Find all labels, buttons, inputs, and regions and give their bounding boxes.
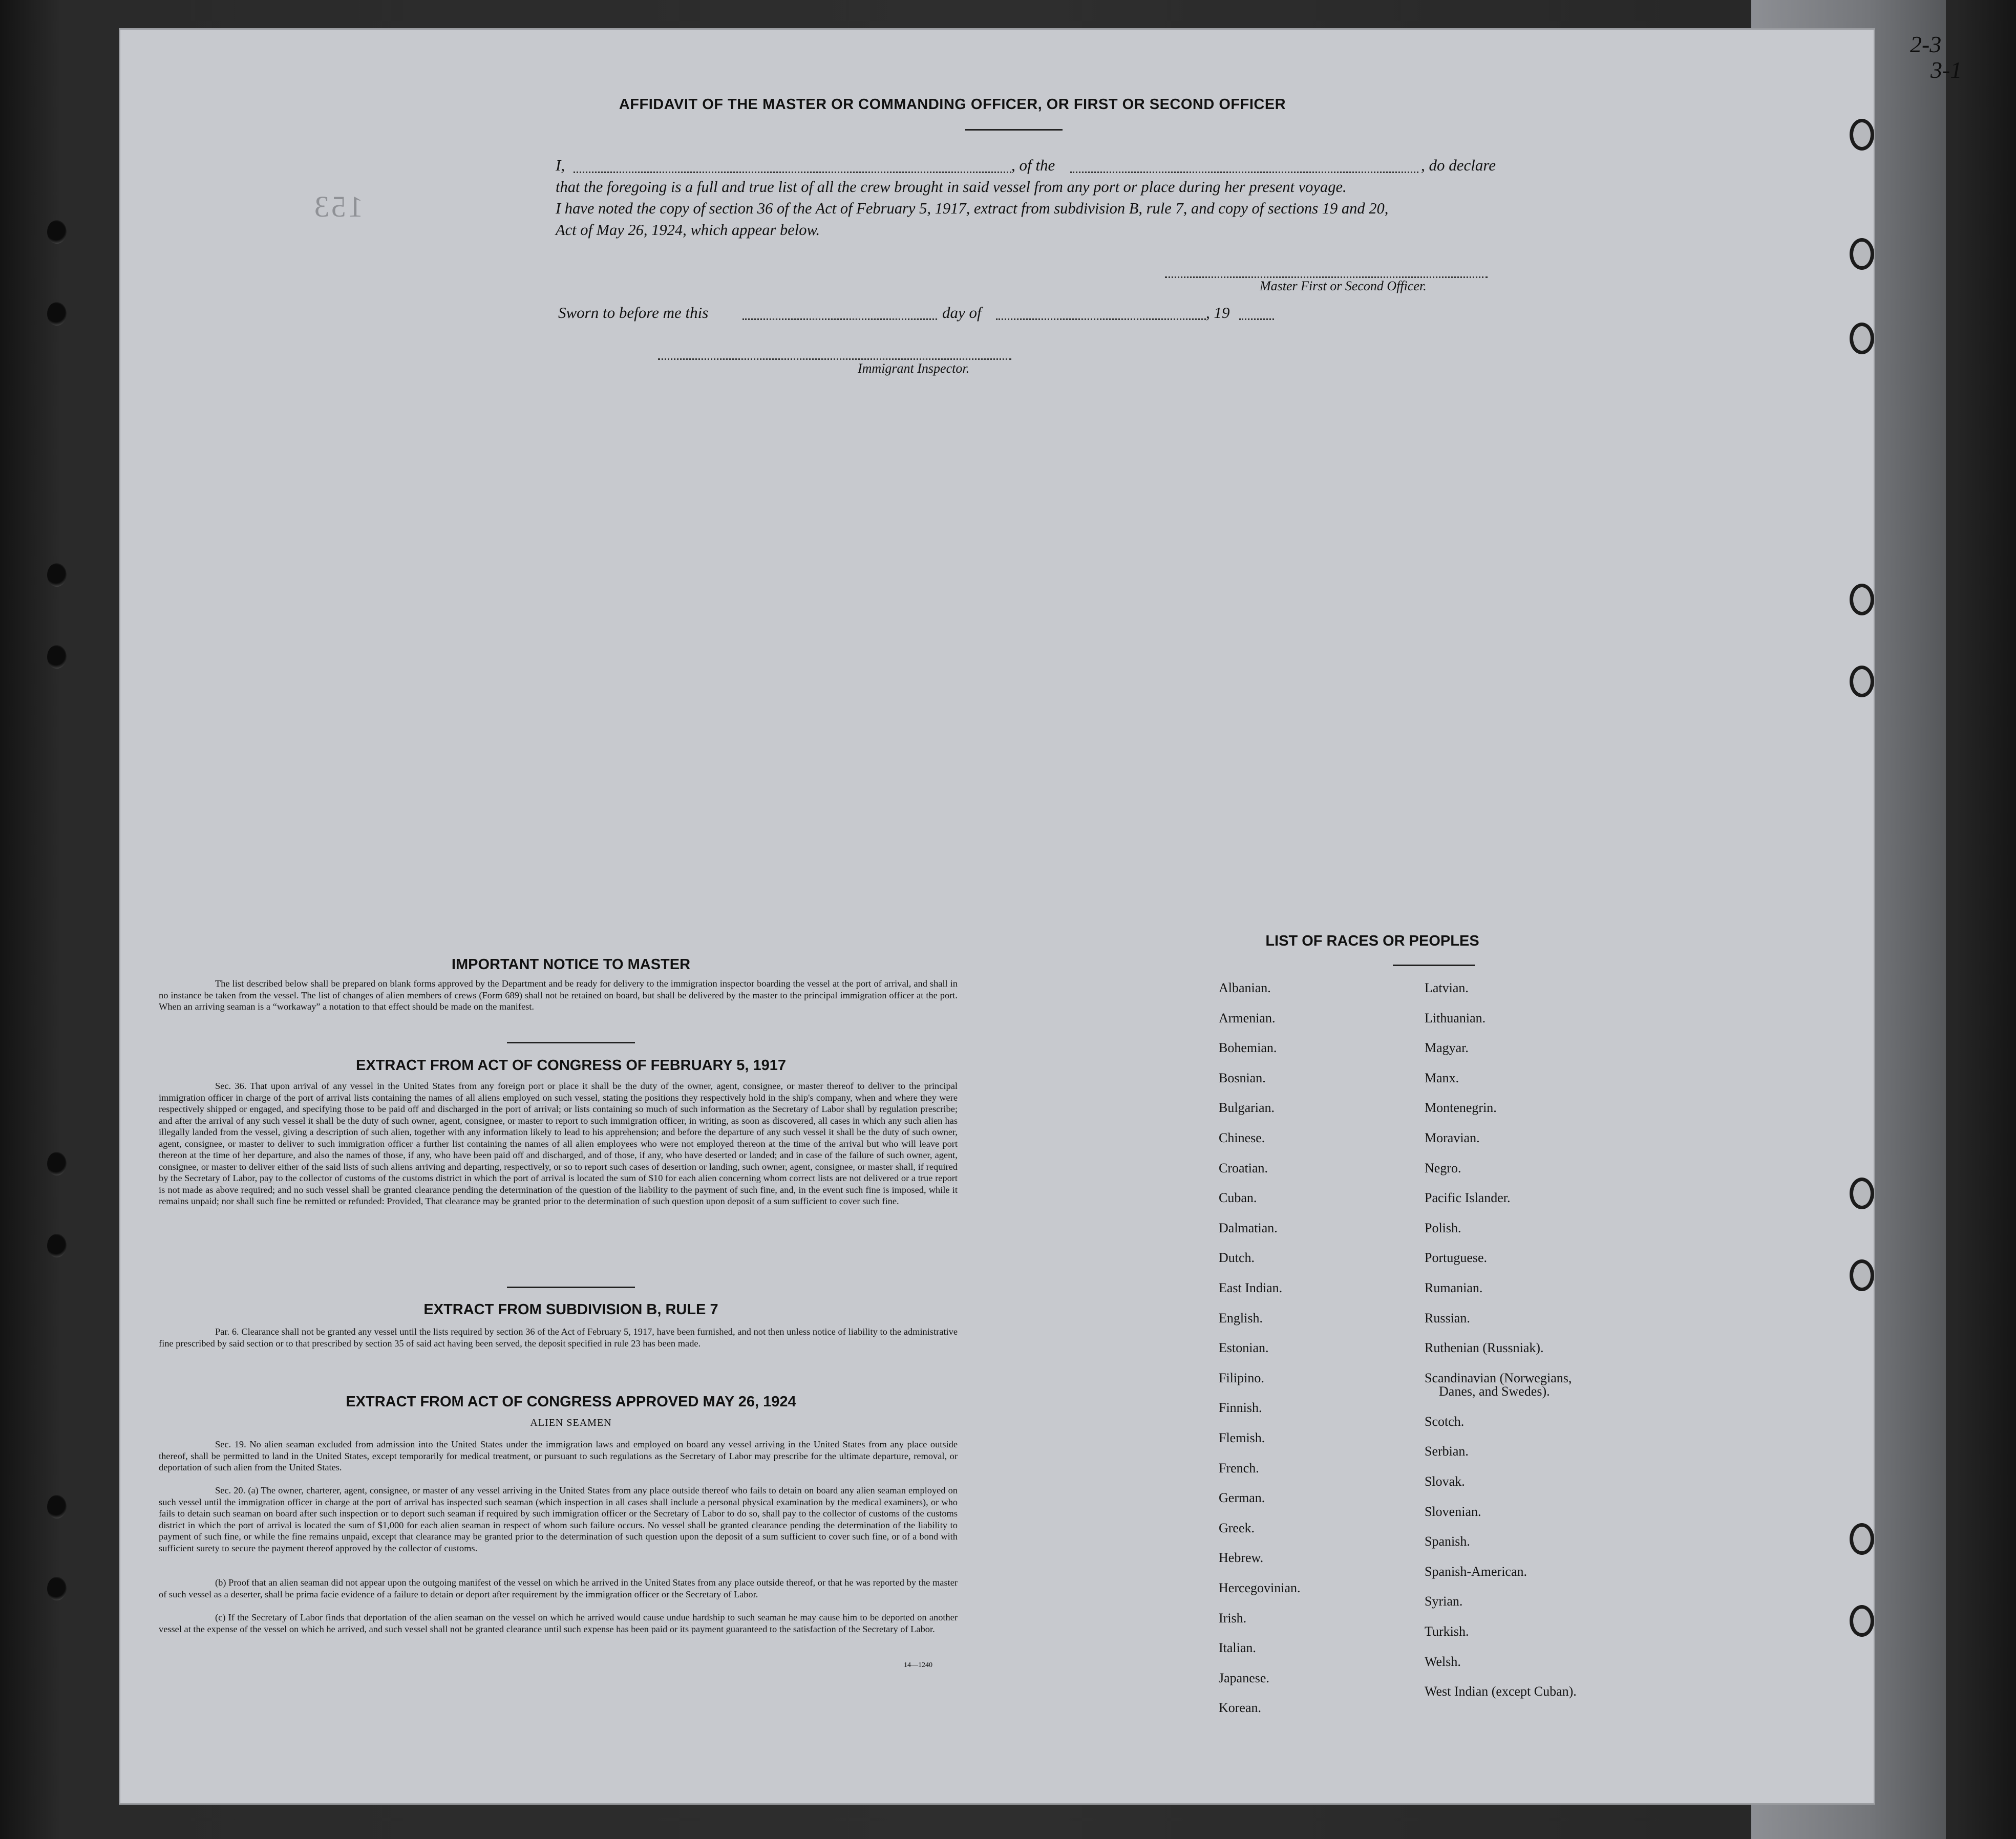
race-item: Portuguese. — [1425, 1250, 1488, 1266]
race-item: German. — [1219, 1490, 1265, 1506]
race-item: Chinese. — [1219, 1130, 1265, 1145]
binder-hole — [47, 302, 67, 326]
race-item: Syrian. — [1425, 1594, 1463, 1609]
race-item: English. — [1219, 1310, 1263, 1325]
race-item: Montenegrin. — [1425, 1100, 1497, 1116]
race-item: Manx. — [1425, 1070, 1459, 1085]
race-item: Scandinavian (Norwegians, — [1425, 1370, 1572, 1385]
race-item: Japanese. — [1219, 1670, 1269, 1685]
year-blank — [1239, 318, 1274, 320]
race-item: Ruthenian (Russniak). — [1425, 1340, 1544, 1356]
race-item: Bosnian. — [1219, 1070, 1266, 1085]
race-item: East Indian. — [1219, 1280, 1283, 1295]
race-item: Dutch. — [1219, 1250, 1255, 1266]
form-number: 14—1240 — [904, 1661, 932, 1669]
race-item: Pacific Islander. — [1425, 1190, 1511, 1206]
binder-ring — [1850, 1178, 1874, 1209]
race-item: Bohemian. — [1219, 1040, 1277, 1056]
sec19-text: Sec. 19. No alien seaman excluded from admission into the United States under the immigration laws and employed on board any vessel arriving in the United States from any place outside thereof, shall be permitted to land in the United States, except temporarily for medical treatment, or pursuant to such regulations as the Secretary of Labor may prescribe for the ultimate departure, removal, or deportation of such alien from the United States. — [159, 1439, 958, 1472]
bleed-through-number: 153 — [312, 190, 363, 223]
race-item: Irish. — [1219, 1610, 1247, 1626]
extract-1924-title: EXTRACT FROM ACT OF CONGRESS APPROVED MAY 26, 1924 — [346, 1394, 796, 1410]
affidavit-line-4: Act of May 26, 1924, which appear below. — [556, 221, 820, 239]
section-divider — [507, 1042, 635, 1043]
affidavit-declare: , do declare — [1421, 156, 1496, 174]
section-divider — [507, 1287, 635, 1288]
race-item: Slovenian. — [1425, 1504, 1481, 1519]
race-item: Danes, and Swedes). — [1439, 1384, 1550, 1399]
notice-text: The list described below shall be prepared on blank forms approved by the Department and be ready for delivery to the immigration inspector boarding the vessel at the port of arrival, and shall in no instance be taken from the vessel. The list of changes of alien members of crews (Form 689) shall not be retained on board, but shall be delivered by the master to the principal immigration officer at the port. When an arriving seaman is a “workaway” a notation to that effect should be made on the manifest. — [159, 978, 958, 1012]
affidavit-line-2: that the foregoing is a full and true list of all the crew brought in said vessel from any port or place during her present voyage. — [556, 178, 1347, 196]
affidavit-title: AFFIDAVIT OF THE MASTER OR COMMANDING OFFICER, OR FIRST OR SECOND OFFICER — [619, 96, 1286, 113]
sworn-year: , 19 — [1206, 304, 1230, 322]
race-item: Albanian. — [1219, 980, 1271, 995]
race-item: West Indian (except Cuban). — [1425, 1684, 1577, 1699]
race-item: Italian. — [1219, 1640, 1256, 1656]
sec20c-text: (c) If the Secretary of Labor finds that deportation of the alien seaman on the vessel on which he arrived would cause undue hardship to such seaman he may cause him to be deported on another vessel at the expense of the vessel on which he arrived, and such vessel shall not be granted clearance until such expense has been paid or its payment guaranteed to the satisfaction of the Secretary of Labor. — [159, 1612, 958, 1634]
sworn-prefix: Sworn to before me this — [558, 304, 709, 322]
binder-ring — [1850, 584, 1874, 615]
affidavit-i: I, — [556, 156, 565, 174]
sworn-day-of: day of — [942, 304, 982, 322]
race-item: Estonian. — [1219, 1340, 1269, 1356]
name-blank — [574, 172, 1011, 173]
binder-hole — [47, 563, 67, 587]
race-item: Croatian. — [1219, 1160, 1268, 1175]
signature-label: Master First or Second Officer. — [1260, 279, 1427, 293]
binder-hole — [47, 1234, 67, 1257]
extract-rule7-text: Par. 6. Clearance shall not be granted any vessel until the lists required by section 36 of the Act of February 5, 1917, have been furnished, and not then unless notice of liability to the administrative fine prescribed by said section or to that prescribed by section 35 of said act having been served, the deposit specified in rule 23 has been made. — [159, 1327, 958, 1349]
binder-ring — [1850, 238, 1874, 270]
binder-hole — [47, 1495, 67, 1519]
race-item: Filipino. — [1219, 1370, 1264, 1385]
race-item: Finnish. — [1219, 1400, 1262, 1416]
race-item: Hebrew. — [1219, 1550, 1264, 1566]
race-item: Dalmatian. — [1219, 1220, 1278, 1235]
race-item: Spanish-American. — [1425, 1564, 1527, 1579]
race-item: Magyar. — [1425, 1040, 1469, 1056]
margin-note: 2-3 — [1910, 31, 1942, 57]
races-divider — [1393, 965, 1475, 966]
binder-ring — [1850, 1523, 1874, 1555]
inspector-label: Immigrant Inspector. — [858, 361, 970, 376]
race-item: Latvian. — [1425, 980, 1469, 995]
race-item: Korean. — [1219, 1700, 1262, 1716]
race-item: Spanish. — [1425, 1534, 1470, 1549]
binder-hole — [47, 645, 67, 669]
binder-ring — [1850, 666, 1874, 697]
race-item: Slovak. — [1425, 1473, 1465, 1489]
race-item: French. — [1219, 1460, 1259, 1476]
month-blank — [996, 318, 1206, 320]
affidavit-of-the: , of the — [1011, 156, 1055, 174]
extract-1917-text: Sec. 36. That upon arrival of any vessel in the United States from any foreign port or place it shall be the duty of the owner, agent, consignee, or master thereof to deliver to the principal immigration officer in charge of the port of arrival lists containing the names of all aliens employed on such vessel, stating the positions they respectively hold in the ship's company, when and where they were respectively shipped or engaged, and specifying those to be paid off and discharged in the port of arrival; or lists containing so much of such information as the Secretary of Labor shall by regulation prescribe; and after the arrival of any such vessel it shall be the duty of such owner, agent, consignee, or master to report to such immigration officer, in writing, as soon as discovered, all cases in which any such alien has illegally landed from the vessel, giving a description of such alien, together with any information likely to lead to his apprehension; and before the departure of any such vessel it shall be the duty of such owner, agent, consignee, or master to deliver to such immigration officer a further list containing the names of all alien employees who were not employed thereon at the time of the arrival but who will leave port thereon at the time of her departure, and also the names of those, if any, who have been paid off and discharged, and of those, if any, who have deserted or landed; and in case of the failure of such owner, agent, consignee, or master to deliver either of the said lists of such aliens arriving and departing, respectively, or so to report such cases of desertion or landing, such owner, agent, consignee, or master shall, if required by the Secretary of Labor, pay to the collector of customs of the customs district in which the port of arrival is located the sum of $10 for each alien concerning whom correct lists are not delivered or a true report is not made as above required; and no such vessel shall be granted clearance pending the determination of the question of the liability to the payment of such fine, and, in the event such fine is imposed, while it remains unpaid; nor shall such fine be remitted or refunded: Provided, That clearance may be granted prior to the determination of such question upon deposit of a sum sufficient to cover such fine. — [159, 1081, 958, 1206]
race-item: Turkish. — [1425, 1623, 1469, 1639]
races-title: LIST OF RACES OR PEOPLES — [1265, 933, 1479, 949]
binder-ring — [1850, 119, 1874, 151]
title-divider — [965, 129, 1063, 131]
binder-ring — [1850, 323, 1874, 354]
margin-note: 3-1 — [1930, 57, 1962, 83]
race-item: Lithuanian. — [1425, 1010, 1486, 1025]
race-item: Polish. — [1425, 1220, 1461, 1235]
signature-blank — [1165, 276, 1488, 278]
inspector-blank — [658, 358, 1011, 360]
race-item: Russian. — [1425, 1310, 1470, 1325]
race-item: Hercegovinian. — [1219, 1580, 1301, 1595]
notice-title: IMPORTANT NOTICE TO MASTER — [451, 956, 691, 973]
day-blank — [742, 318, 937, 320]
sec20b-text: (b) Proof that an alien seaman did not appear upon the outgoing manifest of the vessel on which he arrived in the United States from any place outside thereof, or that he was reported by the master of such vessel as a deserter, shall be prima facie evidence of a failure to detain or deport after requirement by the immigration officer or the Secretary of Labor. — [159, 1577, 958, 1599]
vessel-blank — [1070, 172, 1418, 173]
race-item: Scotch. — [1425, 1414, 1465, 1429]
race-item: Welsh. — [1425, 1654, 1461, 1669]
sec20a-text: Sec. 20. (a) The owner, charterer, agent, consignee, or master of any vessel arriving in the United States from any place outside thereof who fails to detain on board any alien seaman employed on such vessel until the immigration officer in charge at the port of arrival has inspected such seaman (which inspection in all cases shall include a personal physical examination by the medical examiners), or who fails to detain such seaman on board after such inspection or to deport such seaman if required by such immigration officer or the Secretary of Labor to do so, shall pay to the collector of customs of the customs district in which the port of arrival is located the sum of $1,000 for each alien seaman in respect of whom such failure occurs. No vessel shall be granted clearance pending the determination of the liability to payment of such fine, or while the fine remains unpaid, except that clearance may be granted prior to the determination of such question upon the deposit of a sum sufficient to cover such fine, or of a bond with sufficient surety to secure the payment thereof approved by the collector of customs. — [159, 1485, 958, 1553]
binder-hole — [47, 1152, 67, 1175]
race-item: Flemish. — [1219, 1430, 1265, 1445]
extract-1917-title: EXTRACT FROM ACT OF CONGRESS OF FEBRUARY 5, 1917 — [355, 1057, 787, 1074]
race-item: Armenian. — [1219, 1010, 1276, 1025]
race-item: Negro. — [1425, 1160, 1461, 1175]
race-item: Greek. — [1219, 1520, 1255, 1535]
race-item: Moravian. — [1425, 1130, 1480, 1145]
extract-rule7-title: EXTRACT FROM SUBDIVISION B, RULE 7 — [423, 1301, 718, 1318]
binder-ring — [1850, 1259, 1874, 1291]
race-item: Rumanian. — [1425, 1280, 1483, 1295]
binder-hole — [47, 220, 67, 244]
race-item: Serbian. — [1425, 1444, 1469, 1459]
race-item: Bulgarian. — [1219, 1100, 1275, 1116]
binder-ring — [1850, 1605, 1874, 1637]
race-item: Cuban. — [1219, 1190, 1257, 1206]
binder-hole — [47, 1577, 67, 1600]
extract-1924-subtitle: ALIEN SEAMEN — [530, 1417, 612, 1428]
affidavit-line-3: I have noted the copy of section 36 of the Act of February 5, 1917, extract from subdivision B, rule 7, and copy of sections 19 and 20, — [556, 200, 1389, 217]
